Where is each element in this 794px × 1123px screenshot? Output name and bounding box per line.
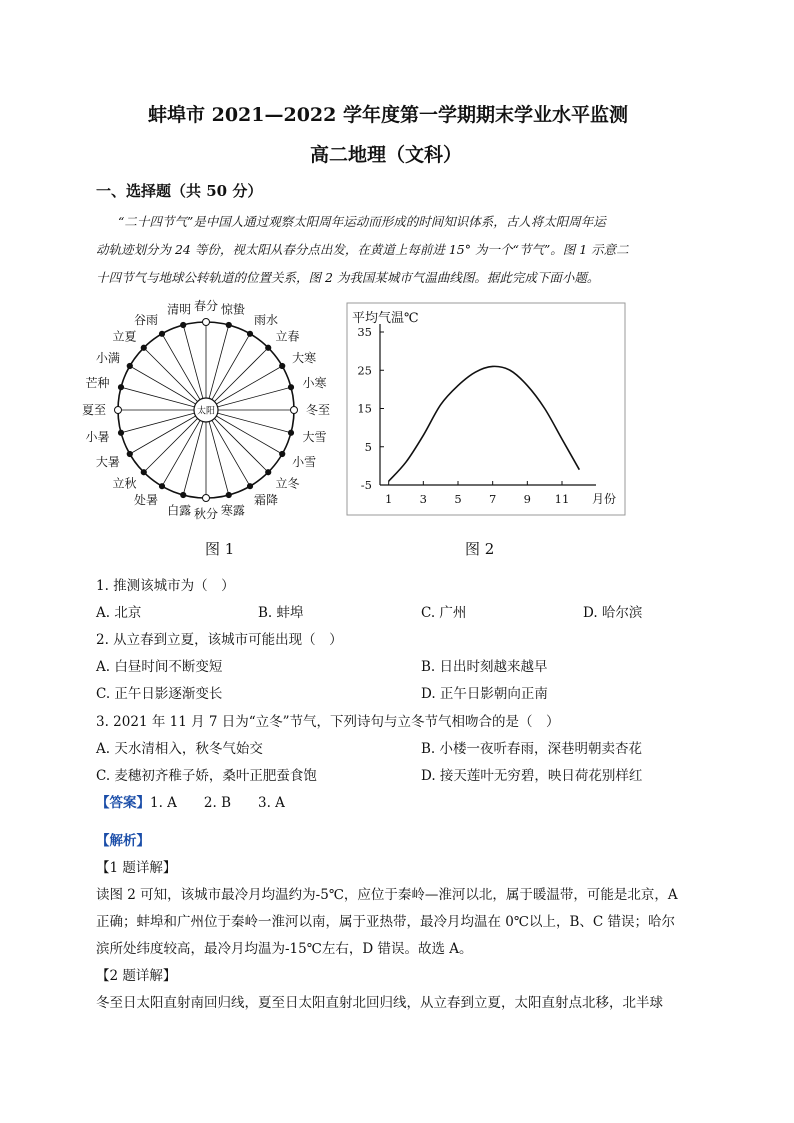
term-label: 谷雨 — [133, 312, 158, 327]
question-3-option-b: B. 小楼一夜听春雨，深巷明朝卖杏花 — [421, 741, 643, 757]
chart-plot — [352, 311, 616, 506]
term-point — [266, 345, 271, 350]
question-3-option-c: C. 麦穗初齐稚子娇，桑叶正肥蚕食饱 — [96, 768, 317, 784]
intro-line: 动轨迹划分为 24 等份，视太阳从春分点出发，在黄道上每前进 15° 为一个“节气”。图 1 示意二 — [96, 242, 629, 257]
x-tick-label: 11 — [554, 492, 570, 506]
term-point — [280, 363, 285, 368]
term-label: 处暑 — [133, 493, 158, 508]
term-label: 白露 — [167, 503, 192, 518]
term-point — [127, 363, 132, 368]
term-point — [181, 322, 186, 327]
term-label: 寒露 — [220, 503, 245, 518]
term-spoke — [121, 413, 196, 433]
question-1-stem: 1. 推测该城市为（ ） — [96, 578, 235, 594]
term-point — [203, 319, 210, 326]
term-label: 霜降 — [254, 493, 279, 508]
question-2-option-c: C. 正午日影逐渐变长 — [96, 686, 223, 702]
page-subtitle: 高二地理（文科） — [310, 144, 463, 166]
detail-1-label: 【1 题详解】 — [96, 860, 177, 876]
term-point — [159, 331, 164, 336]
term-spoke — [216, 387, 291, 407]
intro-line: “二十四节气”是中国人通过观察太阳周年运动而形成的时间知识体系，古人将太阳周年运 — [118, 214, 606, 229]
term-label: 大寒 — [292, 351, 317, 365]
question-1-option-a: A. 北京 — [96, 605, 142, 621]
term-point — [226, 492, 231, 497]
term-point — [115, 407, 122, 414]
chart-title: 平均气温℃ — [352, 311, 419, 326]
term-point — [226, 322, 231, 327]
term-label: 清明 — [167, 302, 192, 317]
term-point — [288, 430, 293, 435]
temperature-chart — [346, 302, 626, 517]
term-label: 立秋 — [112, 476, 137, 491]
term-spoke — [183, 325, 203, 400]
term-label: 大暑 — [95, 455, 120, 469]
term-label: 冬至 — [306, 403, 331, 417]
term-point — [266, 470, 271, 475]
term-point — [247, 331, 252, 336]
x-tick-label: 5 — [454, 492, 462, 506]
term-label: 小满 — [95, 351, 120, 365]
x-axis-label: 月份 — [592, 492, 617, 506]
term-spoke — [213, 417, 268, 472]
term-spoke — [211, 419, 250, 487]
figure1-caption: 图 1 — [205, 540, 235, 558]
term-spoke — [162, 334, 201, 402]
term-point — [159, 484, 164, 489]
term-point — [118, 385, 123, 390]
section-heading: 一、选择题（共 50 分） — [96, 182, 263, 200]
term-label: 秋分 — [193, 507, 219, 521]
intro-line: 十四节气与地球公转轨道的位置关系，图 2 为我国某城市气温曲线图。据此完成下面小题。 — [96, 270, 600, 285]
detail-1-line: 读图 2 可知，该城市最冷月均温约为-5℃，应位于秦岭—淮河以北，属于暖温带，可能是北京，A — [96, 887, 678, 903]
term-spoke — [130, 366, 198, 405]
term-point — [118, 430, 123, 435]
y-tick-label: -5 — [360, 478, 372, 492]
y-tick-label: 25 — [357, 363, 372, 378]
x-tick-label: 9 — [523, 492, 531, 506]
x-tick-label: 7 — [489, 492, 497, 506]
detail-2-label: 【2 题详解】 — [96, 968, 177, 984]
term-spoke — [121, 387, 196, 407]
term-spoke — [216, 413, 291, 433]
term-point — [141, 470, 146, 475]
y-tick-label: 5 — [364, 439, 372, 454]
y-tick-label: 35 — [357, 325, 372, 339]
term-point — [203, 495, 210, 502]
question-1-option-c: C. 广州 — [421, 605, 467, 621]
analysis-label: 【解析】 — [96, 833, 150, 849]
question-2-option-b: B. 日出时刻越来越早 — [421, 659, 548, 675]
term-point — [280, 451, 285, 456]
question-3-option-a: A. 天水清相入，秋冬气始交 — [96, 741, 263, 757]
term-point — [141, 345, 146, 350]
question-1-option-d: D. 哈尔滨 — [583, 605, 643, 621]
answer-line — [96, 791, 285, 811]
term-spoke — [215, 415, 283, 454]
x-tick-label: 1 — [385, 492, 393, 506]
y-tick-label: 15 — [357, 401, 372, 416]
question-3-option-d: D. 接天莲叶无穷碧，映日荷花别样红 — [421, 768, 643, 784]
term-label: 立春 — [275, 329, 300, 344]
figure2-caption: 图 2 — [465, 540, 495, 558]
term-spoke — [162, 419, 201, 487]
term-spoke — [209, 325, 229, 400]
term-point — [291, 407, 298, 414]
detail-1-line: 正确；蚌埠和广州位于秦岭一淮河以南，属于亚热带，最冷月均温在 0℃以上，B、C 错误；哈尔 — [96, 914, 676, 930]
question-2-stem: 2. 从立春到立夏，该城市可能出现（ ） — [96, 632, 343, 648]
term-label: 夏至 — [81, 403, 106, 417]
term-spoke — [183, 420, 203, 495]
question-3-stem: 3. 2021 年 11 月 7 日为“立冬”节气，下列诗句与立冬节气相吻合的是（ ） — [96, 714, 560, 730]
term-label: 惊蛰 — [220, 302, 245, 317]
question-2-option-d: D. 正午日影朝向正南 — [421, 686, 548, 702]
page-title: 蚌埠市 2021—2022 学年度第一学期期末学业水平监测 — [148, 104, 628, 126]
solar-terms-wheel — [82, 298, 330, 521]
term-label: 立夏 — [112, 329, 137, 344]
answer-label: 【答案】 — [96, 795, 150, 811]
term-point — [127, 451, 132, 456]
term-point — [288, 385, 293, 390]
sun-label: 太阳 — [196, 406, 216, 417]
term-label: 芒种 — [85, 376, 110, 391]
term-label: 小暑 — [85, 429, 110, 444]
term-point — [247, 484, 252, 489]
term-spoke — [130, 415, 198, 454]
solar-terms-diagram — [81, 299, 331, 521]
term-spoke — [144, 417, 199, 472]
temperature-series-line — [389, 366, 580, 481]
term-spoke — [211, 334, 250, 402]
question-1-option-b: B. 蚌埠 — [258, 605, 304, 621]
term-label: 立冬 — [275, 476, 300, 491]
term-spoke — [209, 420, 229, 495]
detail-1-line: 滨所处纬度较高，最冷月均温为-15℃左右，D 错误。故选 A。 — [96, 941, 473, 957]
question-2-option-a: A. 白昼时间不断变短 — [96, 659, 223, 675]
term-label: 雨水 — [254, 312, 279, 327]
answer-text: 1. A 2. B 3. A — [150, 795, 285, 811]
term-point — [181, 492, 186, 497]
term-spoke — [144, 348, 199, 403]
term-label: 春分 — [193, 299, 219, 313]
term-spoke — [213, 348, 268, 403]
term-spoke — [215, 366, 283, 405]
term-label: 大雪 — [302, 429, 327, 444]
detail-2-line: 冬至日太阳直射南回归线，夏至日太阳直射北回归线，从立春到立夏，太阳直射点北移，北半球 — [96, 995, 663, 1011]
term-label: 小雪 — [292, 455, 317, 469]
x-tick-label: 3 — [419, 492, 427, 506]
term-label: 小寒 — [302, 376, 327, 391]
